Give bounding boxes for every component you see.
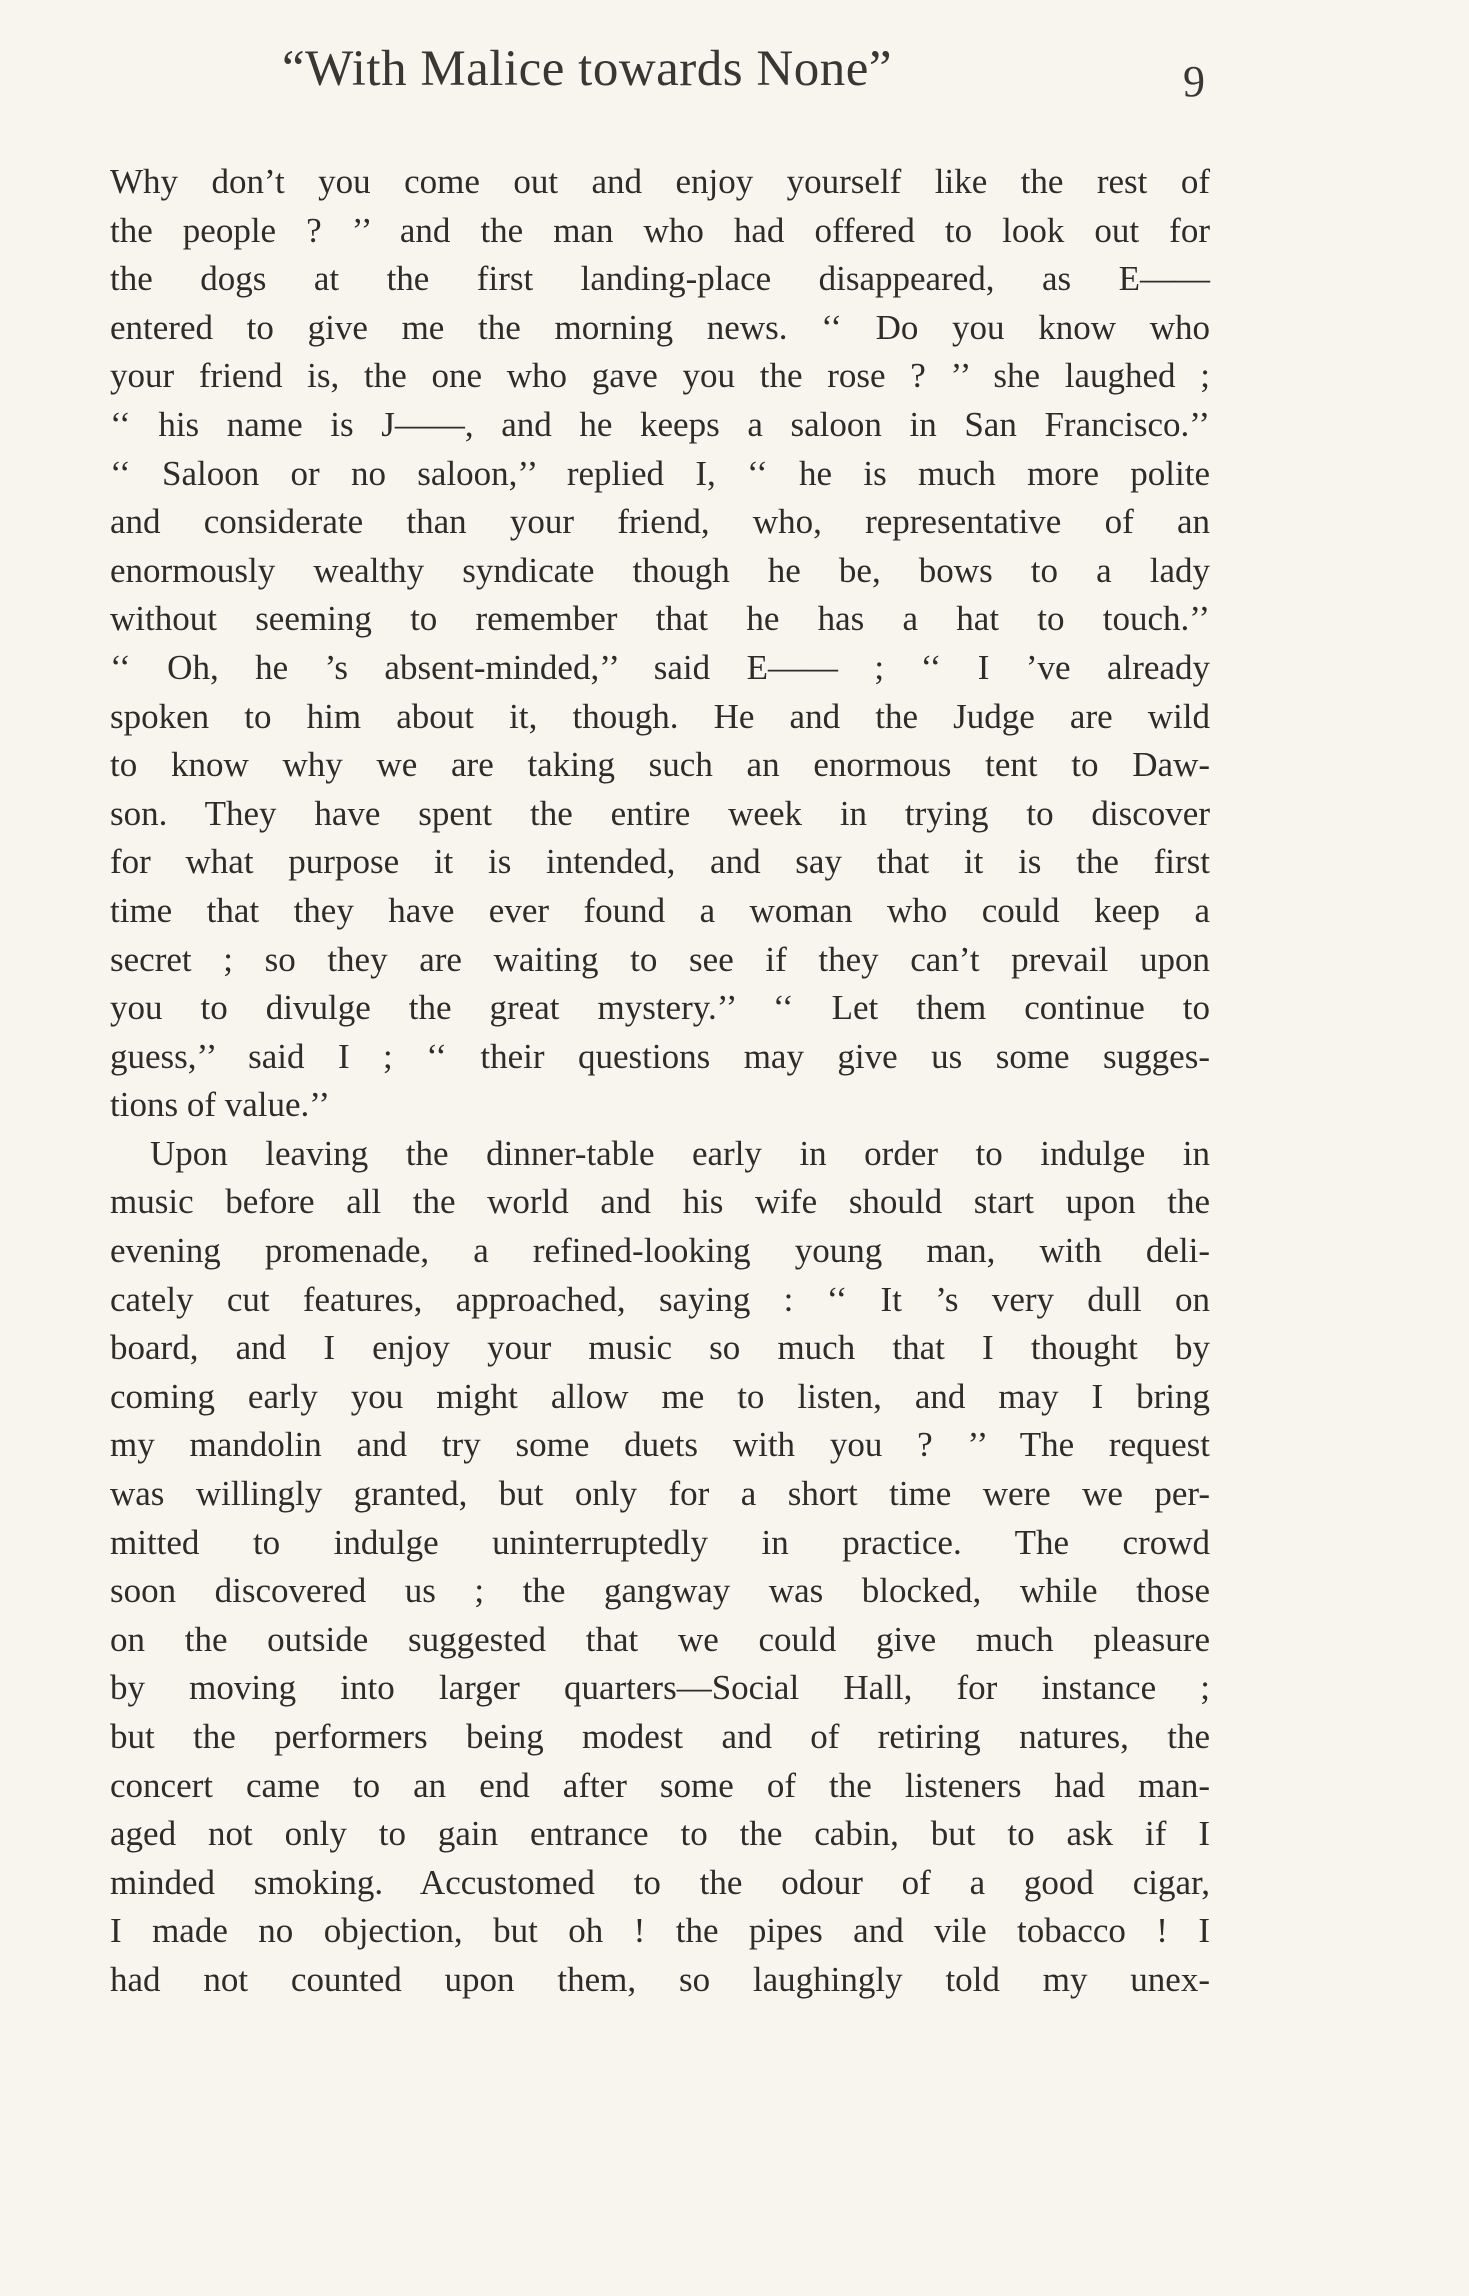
- text-line: ‘‘ Oh, he ’s absent-minded,’’ said E—— ; ‘‘ I ’ve already: [110, 647, 1210, 687]
- text-line: coming early you might allow me to listen, and may I bring: [110, 1376, 1210, 1416]
- text-line: mitted to indulge uninterruptedly in practice. The crowd: [110, 1522, 1210, 1562]
- text-line: evening promenade, a refined-looking young man, with deli-: [110, 1231, 1210, 1271]
- text-line: cately cut features, approached, saying : ‘‘ It ’s very dull on: [110, 1279, 1210, 1319]
- body-text: [110, 158, 1210, 2005]
- text-line: secret ; so they are waiting to see if they can’t prevail upon: [110, 939, 1210, 979]
- text-line: I made no objection, but oh ! the pipes and vile tobacco ! I: [110, 1911, 1210, 1951]
- running-head-title: “With Malice towards None”: [282, 41, 892, 97]
- page-number: 9: [1183, 57, 1205, 106]
- text-line: entered to give me the morning news. ‘‘ Do you know who: [110, 307, 1210, 347]
- text-line: ‘‘ his name is J——, and he keeps a saloon in San Francisco.’’: [110, 404, 1210, 444]
- text-line: was willingly granted, but only for a short time were we per-: [110, 1474, 1210, 1514]
- text-line: son. They have spent the entire week in trying to discover: [110, 793, 1210, 833]
- text-line: soon discovered us ; the gangway was blocked, while those: [110, 1571, 1210, 1611]
- text-line: and considerate than your friend, who, representative of an: [110, 502, 1210, 542]
- text-line: my mandolin and try some duets with you ? ’’ The request: [110, 1425, 1210, 1465]
- text-line: enormously wealthy syndicate though he be, bows to a lady: [110, 550, 1210, 590]
- text-line: without seeming to remember that he has a hat to touch.’’: [110, 599, 1210, 639]
- paragraph-2: [110, 1130, 1210, 2005]
- text-line: ‘‘ Saloon or no saloon,’’ replied I, ‘‘ he is much more polite: [110, 453, 1210, 493]
- text-line: time that they have ever found a woman who could keep a: [110, 890, 1210, 930]
- text-line: your friend is, the one who gave you the rose ? ’’ she laughed ;: [110, 356, 1210, 396]
- paragraph-1: [110, 158, 1210, 1130]
- text-line: guess,’’ said I ; ‘‘ their questions may give us some sugges-: [110, 1036, 1210, 1076]
- text-line: Upon leaving the dinner-table early in order to indulge in: [150, 1133, 1210, 1173]
- text-line: the dogs at the first landing-place disappeared, as E——: [110, 259, 1210, 299]
- text-line: minded smoking. Accustomed to the odour of a good cigar,: [110, 1862, 1210, 1902]
- text-line: spoken to him about it, though. He and the Judge are wild: [110, 696, 1210, 736]
- text-line: the people ? ’’ and the man who had offered to look out for: [110, 210, 1210, 250]
- text-line: tions of value.’’: [110, 1085, 330, 1125]
- text-line: concert came to an end after some of the listeners had man-: [110, 1765, 1210, 1805]
- text-line: on the outside suggested that we could give much pleasure: [110, 1619, 1210, 1659]
- text-line: by moving into larger quarters—Social Hall, for instance ;: [110, 1668, 1210, 1708]
- text-line: Why don’t you come out and enjoy yourself like the rest of: [110, 162, 1210, 201]
- text-line: aged not only to gain entrance to the cabin, but to ask if I: [110, 1814, 1210, 1854]
- text-line: to know why we are taking such an enormous tent to Daw-: [110, 745, 1210, 785]
- text-line: board, and I enjoy your music so much that I thought by: [110, 1328, 1210, 1368]
- text-line: had not counted upon them, so laughingly told my unex-: [110, 1959, 1210, 1999]
- text-line: but the performers being modest and of retiring natures, the: [110, 1717, 1210, 1756]
- text-line: for what purpose it is intended, and say that it is the first: [110, 842, 1210, 882]
- text-line: music before all the world and his wife should start upon the: [110, 1182, 1210, 1222]
- text-line: you to divulge the great mystery.’’ ‘‘ Let them continue to: [110, 988, 1210, 1028]
